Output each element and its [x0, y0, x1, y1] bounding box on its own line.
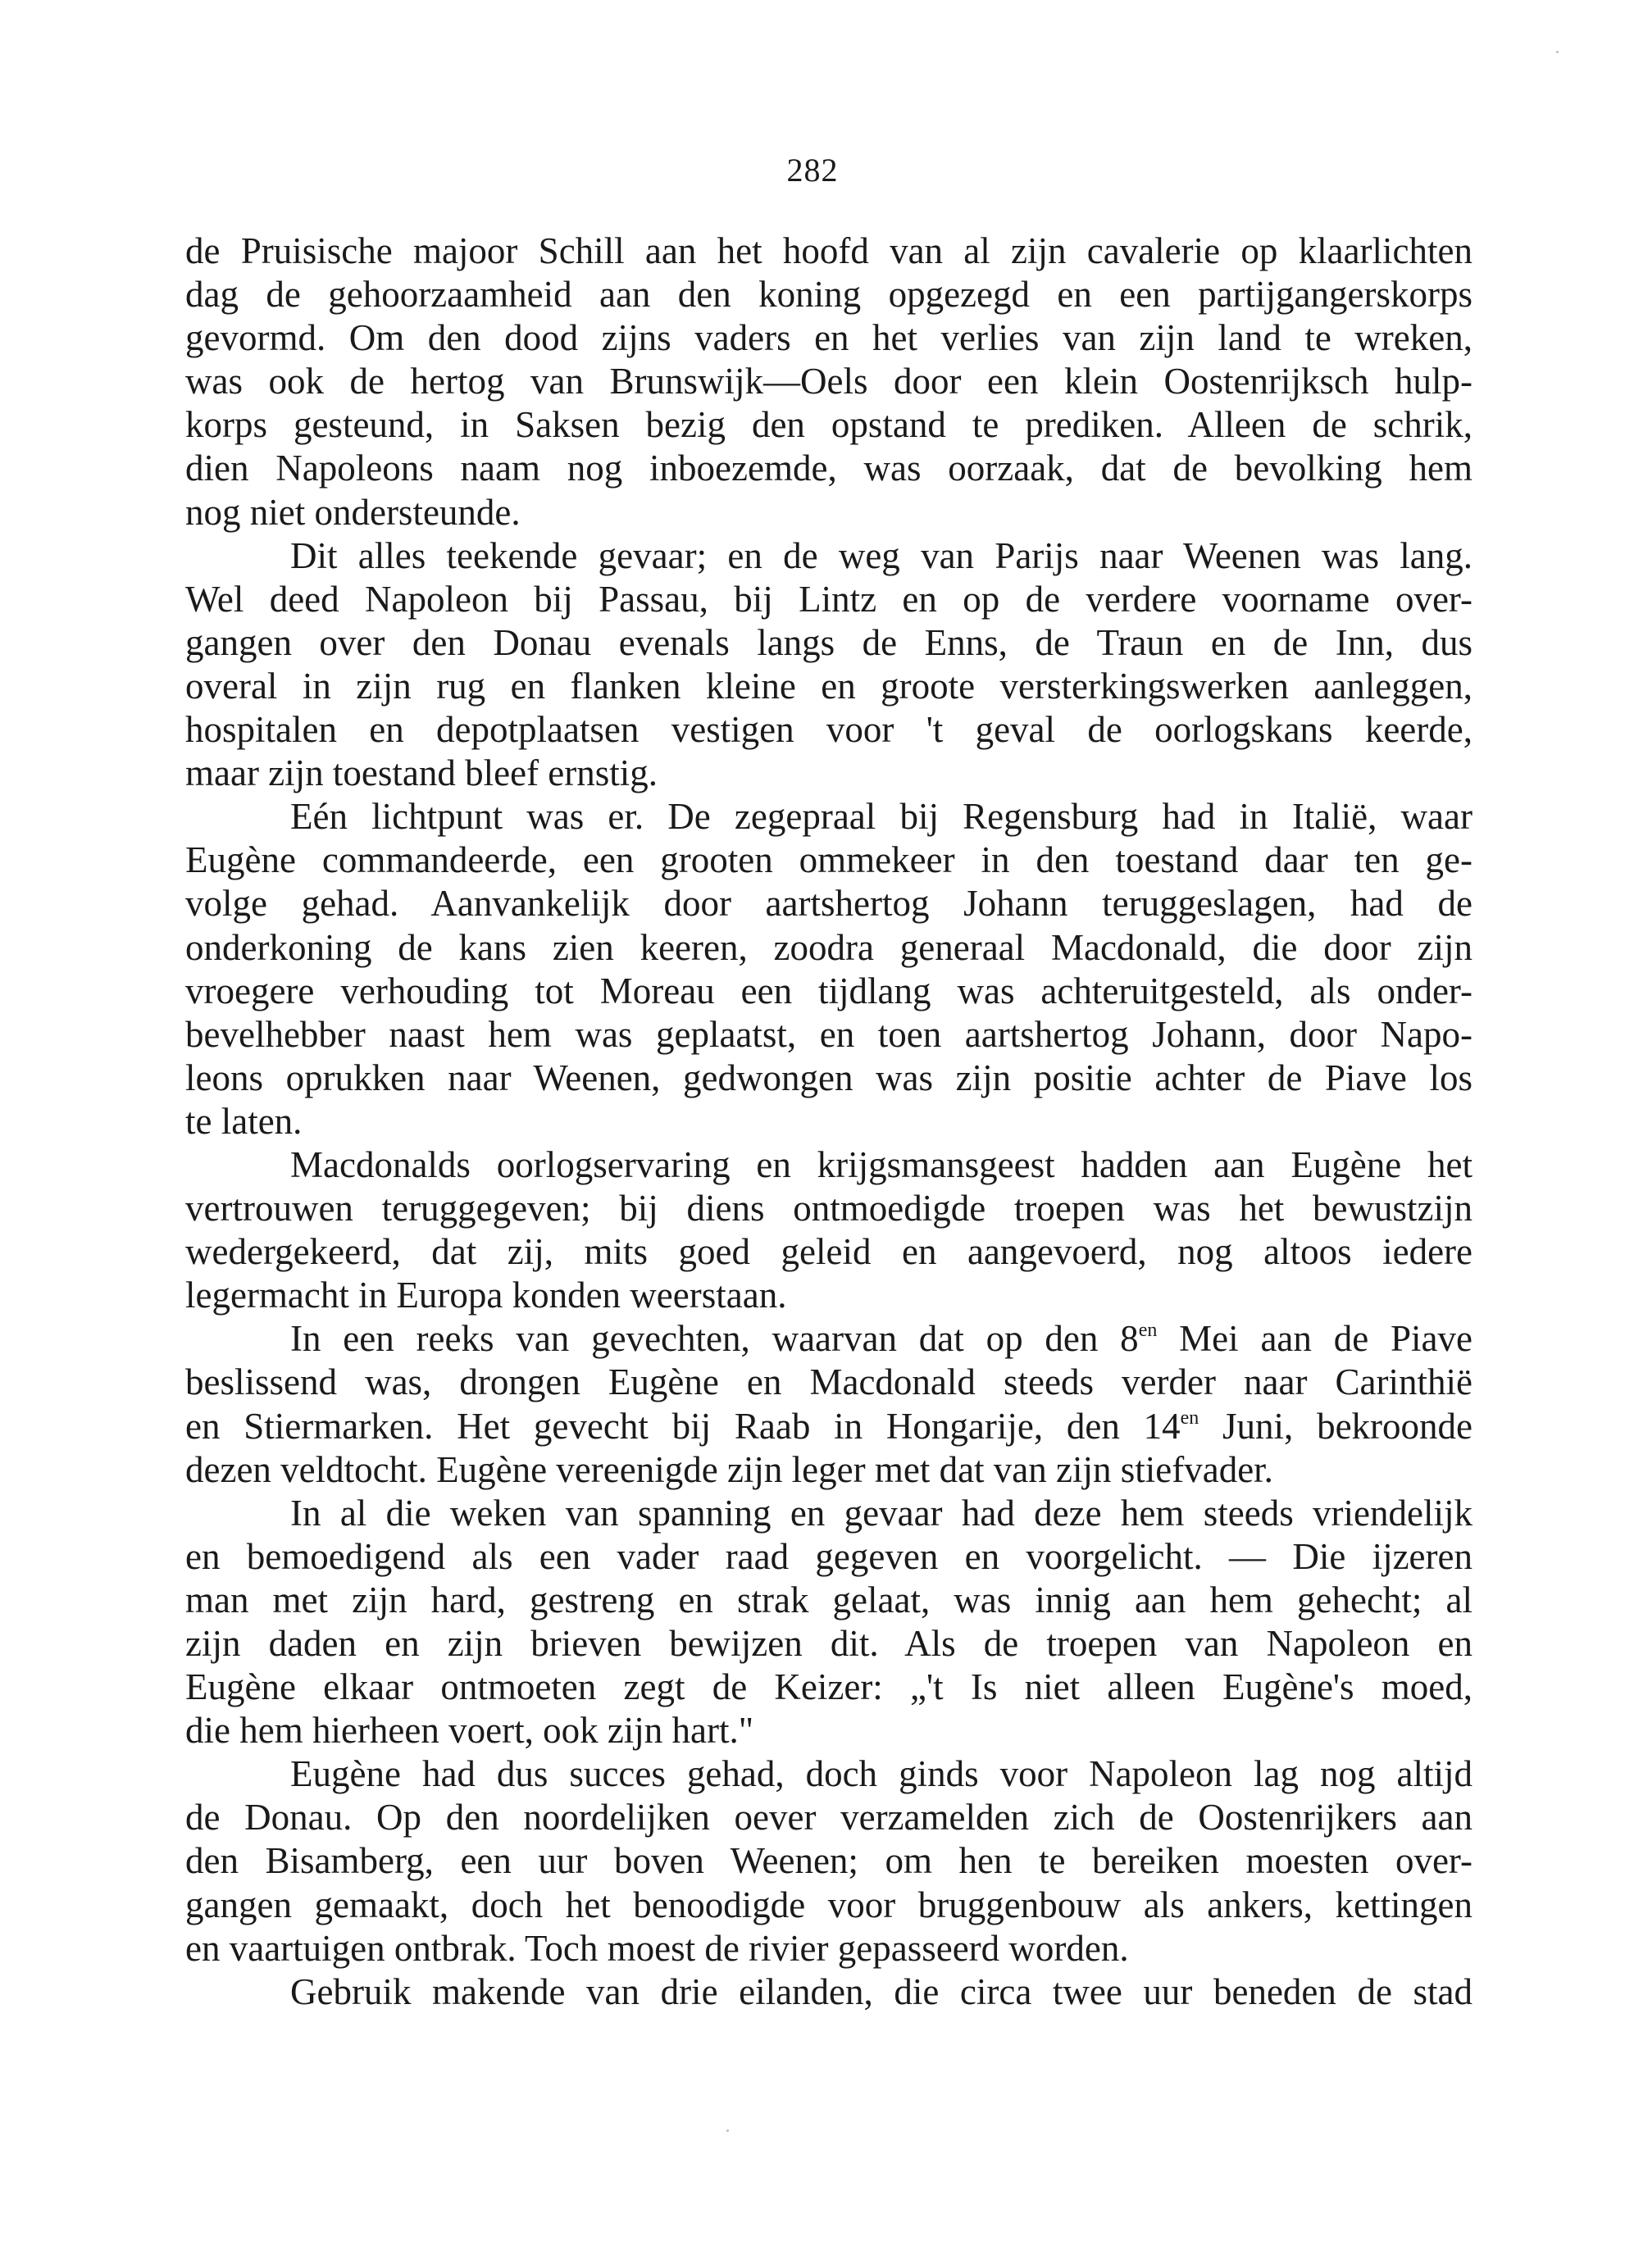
superscript: en	[1138, 1320, 1158, 1342]
text-line: Gebruik makende van drie eilanden, die circa twee uur beneden de stad	[290, 1970, 1473, 2012]
text-line: overal in zijn rug en flanken kleine en groote versterkingswerken aanleggen,	[185, 665, 1473, 707]
text-line: Eugène commandeerde, een grooten ommekeer in den toestand daar ten ge-	[185, 839, 1473, 881]
text-line: onderkoning de kans zien keeren, zoodra generaal Macdonald, die door zijn	[185, 926, 1473, 968]
text-line: zijn daden en zijn brieven bewijzen dit. Als de troepen van Napoleon en	[185, 1623, 1473, 1664]
text-line: beslissend was, drongen Eugène en Macdonald steeds verder naar Carinthië	[185, 1361, 1473, 1403]
text-line: wedergekeerd, dat zij, mits goed geleid en aangevoerd, nog altoos iedere	[185, 1231, 1473, 1273]
text-line: In een reeks van gevechten, waarvan dat op den $8^{en}$ Mei aan de Piave	[290, 1318, 1473, 1360]
text-line: gangen gemaakt, doch het benoodigde voor bruggenbouw als ankers, kettingen	[185, 1884, 1473, 1925]
text-line: Eugène had dus succes gehad, doch ginds voor Napoleon lag nog altijd	[290, 1753, 1473, 1795]
text-line: dien Napoleons naam nog inboezemde, was oorzaak, dat de bevolking hem	[185, 448, 1473, 489]
text-line: legermacht in Europa konden weerstaan.	[185, 1275, 787, 1316]
text-line: Dit alles teekende gevaar; en de weg van Parijs naar Weenen was lang.	[290, 534, 1473, 576]
page-number: 282	[786, 152, 839, 189]
text-line: dag de gehoorzaamheid aan den koning opgezegd en een partijgangerskorps	[185, 274, 1473, 316]
superscript: en	[1180, 1407, 1199, 1429]
text-line: Macdonalds oorlogservaring en krijgsmansgeest hadden aan Eugène het	[290, 1143, 1473, 1185]
text-line: hospitalen en depotplaatsen vestigen voor 't geval de oorlogskans keerde,	[185, 709, 1473, 751]
text-line: den Bisamberg, een uur boven Weenen; om hen te bereiken moesten over-	[185, 1840, 1473, 1882]
text-line: die hem hierheen voert, ook zijn hart."	[185, 1710, 754, 1752]
scan-speck	[1556, 51, 1559, 53]
text-line: de Donau. Op den noordelijken oever verzamelden zich de Oostenrijkers aan	[185, 1797, 1473, 1838]
text-line: was ook de hertog van Brunswijk—Oels door een klein Oostenrijksch hulp-	[185, 361, 1473, 402]
text-line: In al die weken van spanning en gevaar had deze hem steeds vriendelijk	[290, 1492, 1473, 1534]
text-line: Wel deed Napoleon bij Passau, bij Lintz en op de verdere voorname over-	[185, 578, 1473, 620]
text-line: Eugène elkaar ontmoeten zegt de Keizer: „'t Is niet alleen Eugène's moed,	[185, 1666, 1473, 1708]
text-line: te laten.	[185, 1100, 303, 1142]
text-line: bevelhebber naast hem was geplaatst, en toen aartshertog Johann, door Napo-	[185, 1013, 1473, 1055]
text-line: nog niet ondersteunde.	[185, 491, 521, 533]
text-line: dezen veldtocht. Eugène vereenigde zijn leger met dat van zijn stiefvader.	[185, 1448, 1273, 1490]
text-line: maar zijn toestand bleef ernstig.	[185, 752, 658, 794]
text-line: man met zijn hard, gestreng en strak gelaat, was innig aan hem gehecht; al	[185, 1579, 1473, 1620]
text-line: Eén lichtpunt was er. De zegepraal bij Regensburg had in Italië, waar	[290, 796, 1473, 838]
text-line: volge gehad. Aanvankelijk door aartshertog Johann teruggeslagen, had de	[185, 883, 1473, 925]
text-line: korps gesteund, in Saksen bezig den opstand te prediken. Alleen de schrik,	[185, 404, 1473, 446]
text-line: gangen over den Donau evenals langs de Enns, de Traun en de Inn, dus	[185, 621, 1473, 663]
text-line: de Pruisische majoor Schill aan het hoofd van al zijn cavalerie op klaarlichten	[185, 230, 1473, 271]
text-line: vroegere verhouding tot Moreau een tijdlang was achteruitgesteld, als onder-	[185, 970, 1473, 1011]
scan-speck	[726, 2129, 729, 2132]
text-line: gevormd. Om den dood zijns vaders en het verlies van zijn land te wreken,	[185, 317, 1473, 359]
body-text	[185, 230, 1473, 2014]
text-line: en bemoedigend als een vader raad gegeven en voorgelicht. — Die ijzeren	[185, 1535, 1473, 1577]
text-line: en vaartuigen ontbrak. Toch moest de rivier gepasseerd worden.	[185, 1927, 1129, 1969]
text-line: vertrouwen teruggegeven; bij diens ontmoedigde troepen was het bewustzijn	[185, 1188, 1473, 1229]
text-line: en Stiermarken. Het gevecht bij Raab in Hongarije, den $14^{en}$ Juni, bekroonde	[185, 1405, 1473, 1447]
text-line: leons oprukken naar Weenen, gedwongen was zijn positie achter de Piave los	[185, 1057, 1473, 1098]
